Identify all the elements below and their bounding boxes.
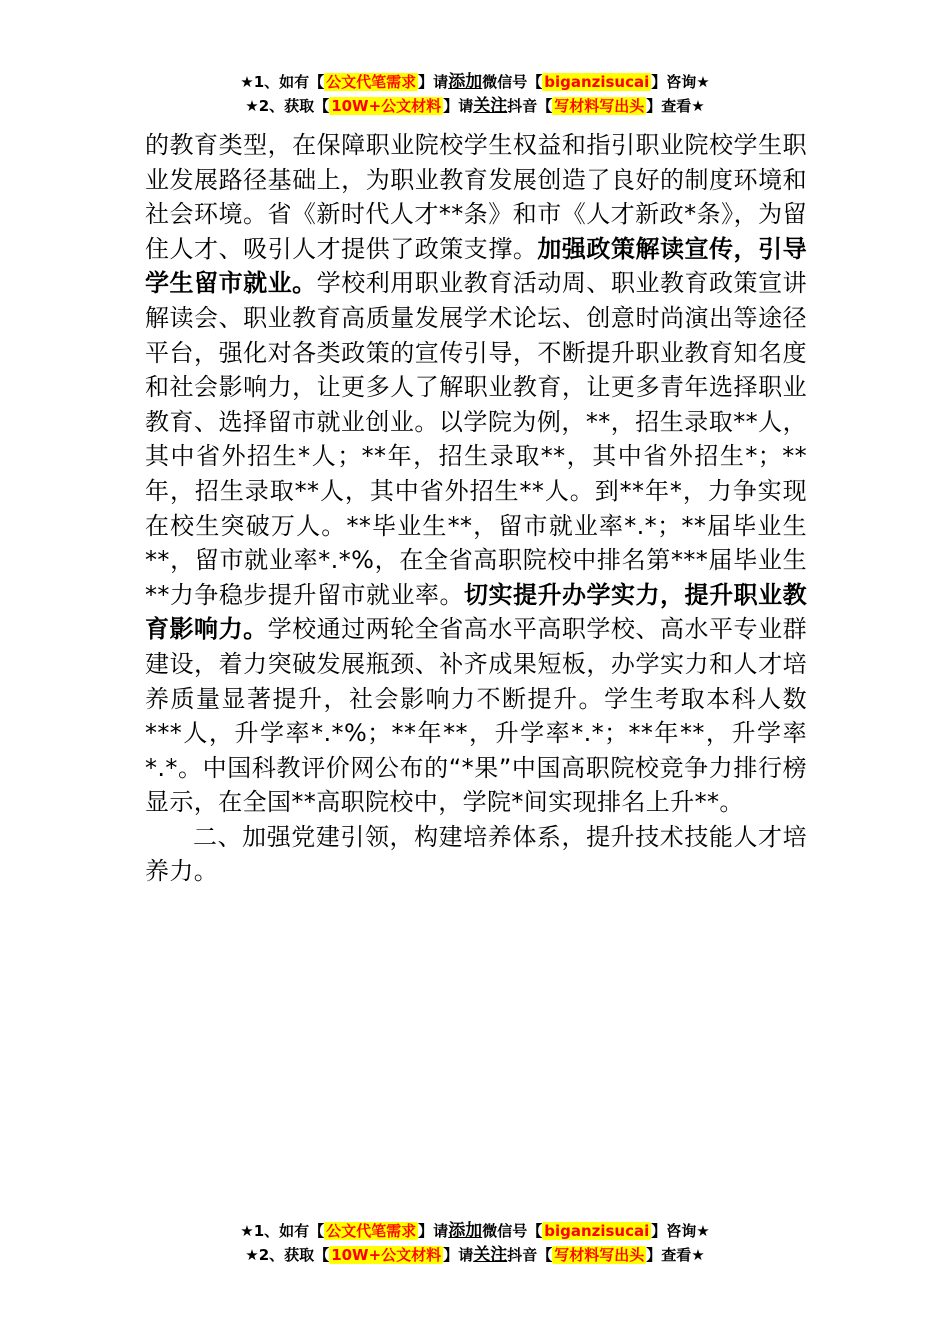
banner-text: 微信号【 bbox=[482, 73, 543, 91]
banner-line-1 bbox=[0, 1219, 950, 1243]
section-heading: 二、加强党建引领，构建培养体系，提升技术技能人才培养力。 bbox=[145, 822, 807, 886]
banner-text: 】查看★ bbox=[646, 1246, 705, 1264]
highlight-service: 公文代笔需求 bbox=[326, 73, 417, 91]
bold-heading: 切实提升办学实力，提升职业教育影响力。 bbox=[145, 580, 807, 644]
banner-line-2 bbox=[0, 1243, 950, 1267]
highlight-materials: 10W+公文材料 bbox=[331, 97, 442, 115]
banner-emphasis: 关注 bbox=[473, 96, 508, 116]
banner-line-1 bbox=[0, 70, 950, 94]
body-text: 学校通过两轮全省高水平高职学校、高水平专业群建设，着力突破发展瓶颈、补齐成果短板，办学实力和人才培养质量显著提升，社会影响力不断提升。学生考取本科人数***人，升学率*.*%；**年**，升学率*.*；**年**，升学率*.*。中国科教评价网公布的“*果”中国高职院校竞争力排行榜显示，在全国**高职院校中，学院*间实现排名上升**。 bbox=[145, 615, 807, 817]
banner-text: 抖音【 bbox=[507, 97, 553, 115]
bold-heading: 加强政策解读宣传，引导学生留市就业。 bbox=[145, 234, 808, 298]
body-text: 的教育类型，在保障职业院校学生权益和指引职业院校学生职业发展路径基础上，为职业教育发展创造了良好的制度环境和社会环境。省《新时代人才**条》和市《人才新政*条》，为留住人才、吸引人才提供了政策支撑。 bbox=[145, 131, 807, 263]
banner-text: 】请 bbox=[418, 1222, 449, 1240]
highlight-service: 公文代笔需求 bbox=[326, 1222, 417, 1240]
banner-text: 抖音【 bbox=[507, 1246, 553, 1264]
banner-emphasis: 添加 bbox=[448, 1221, 483, 1241]
footer-banner bbox=[0, 1219, 950, 1267]
banner-text: 微信号【 bbox=[482, 1222, 543, 1240]
highlight-douyin-account: 写材料写出头 bbox=[554, 97, 645, 115]
highlight-douyin-account: 写材料写出头 bbox=[554, 1246, 645, 1264]
banner-text: 】请 bbox=[443, 97, 474, 115]
banner-text: 】请 bbox=[418, 73, 449, 91]
banner-emphasis: 添加 bbox=[448, 72, 483, 92]
banner-text: 】查看★ bbox=[646, 97, 705, 115]
highlight-materials: 10W+公文材料 bbox=[331, 1246, 442, 1264]
banner-emphasis: 关注 bbox=[473, 1245, 508, 1265]
paragraph bbox=[145, 128, 807, 820]
header-banner bbox=[0, 70, 950, 118]
body-text: 学校利用职业教育活动周、职业教育政策宣讲解读会、职业教育高质量发展学术论坛、创意时尚演出等途径平台，强化对各类政策的宣传引导，不断提升职业教育知名度和社会影响力，让更多人了解职业教育，让更多青年选择职业教育、选择留市就业创业。以学院为例，**，招生录取**人，其中省外招生*人；**年，招生录取**，其中省外招生*；**年，招生录取**人，其中省外招生**人。到**年*，力争实现在校生突破万人。**毕业生**，留市就业率*.*；**届毕业生**，留市就业率*.*%，在全省高职院校中排名第***届毕业生**力争稳步提升留市就业率。 bbox=[145, 269, 807, 609]
banner-text: ★2、获取【 bbox=[245, 97, 330, 115]
highlight-wechat-id: biganzisucai bbox=[544, 1222, 650, 1240]
banner-text: ★1、如有【 bbox=[240, 1222, 325, 1240]
banner-text: 】请 bbox=[443, 1246, 474, 1264]
banner-text: 】咨询★ bbox=[651, 1222, 710, 1240]
document-body bbox=[145, 128, 807, 889]
highlight-wechat-id: biganzisucai bbox=[544, 73, 650, 91]
banner-text: ★1、如有【 bbox=[240, 73, 325, 91]
banner-line-2 bbox=[0, 94, 950, 118]
banner-text: ★2、获取【 bbox=[245, 1246, 330, 1264]
banner-text: 】咨询★ bbox=[651, 73, 710, 91]
